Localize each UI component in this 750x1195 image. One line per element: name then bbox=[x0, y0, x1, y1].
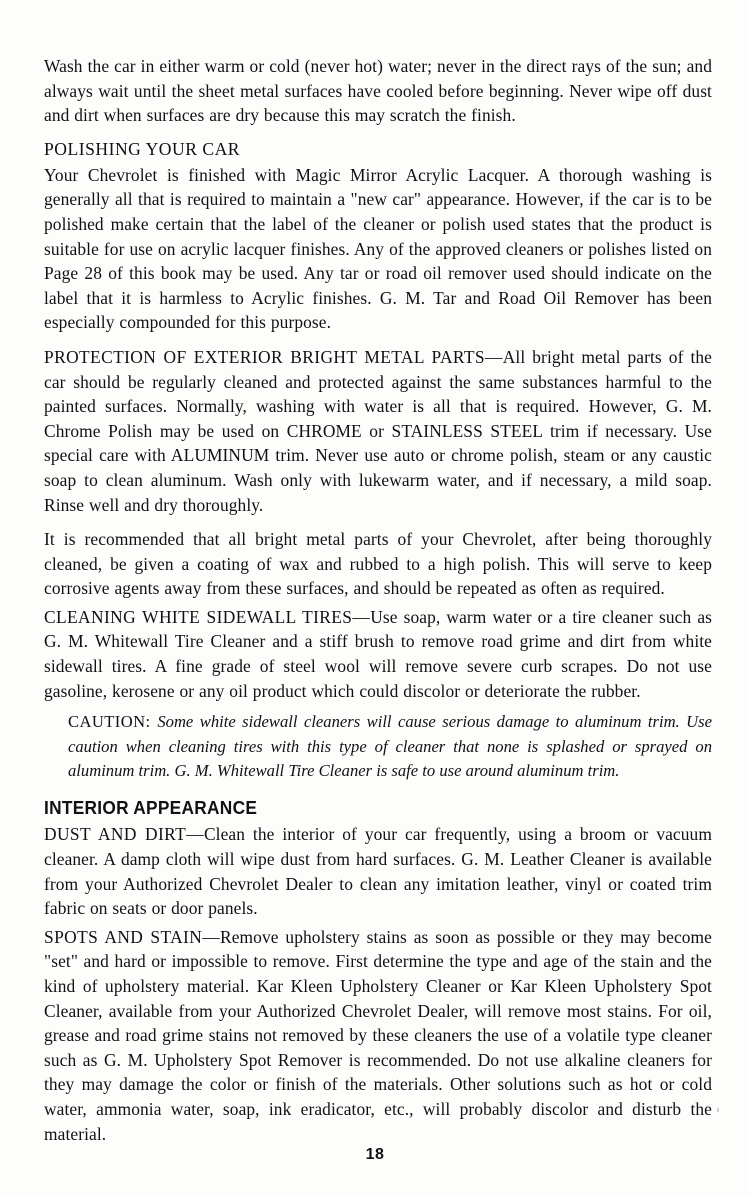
bright-metal-paragraph: It is recommended that all bright metal parts of your Chevrolet, after being thoroughly cleaned, be given a coating of wax and rubbed to a high polish. This will serve to keep corrosive agents away from these surfaces, and should be repeated as often as required. bbox=[44, 529, 712, 599]
protection-paragraph bbox=[44, 345, 712, 517]
caution-label: CAUTION: bbox=[68, 712, 158, 732]
paper-speck bbox=[717, 1108, 719, 1112]
run-in-heading-dust: DUST AND DIRT— bbox=[44, 824, 204, 845]
intro-paragraph: Wash the car in either warm or cold (never hot) water; never in the direct rays of the sun; and always wait until the sheet metal surfaces have cooled before beginning. Never wipe off dust and dirt when surfaces are dry because this may scratch the finish. bbox=[44, 56, 712, 126]
run-in-heading-protection: PROTECTION OF EXTERIOR BRIGHT METAL PARTS— bbox=[44, 346, 503, 367]
caution-text: Some white sidewall cleaners will cause serious damage to aluminum trim. Use caution when cleaning tires with this type of cleaner that none is splashed or sprayed on aluminum trim. G. M. Whitewall Tire Cleaner is safe to use around aluminum trim. bbox=[68, 712, 712, 781]
page-number: 18 bbox=[365, 1146, 385, 1163]
run-in-heading-spots: SPOTS AND STAIN— bbox=[44, 926, 221, 947]
run-in-heading-tires: CLEANING WHITE SIDEWALL TIRES— bbox=[44, 606, 371, 627]
spots-paragraph-text: Remove upholstery stains as soon as possible or they may become "set" and hard or impossible to remove. First determine the type and age of the stain and the kind of upholstery material. Kar Kleen Upholstery Cleaner or Kar Kleen Upholstery Spot Cleaner, available from your Authorized Chevrolet Dealer, will remove most stains. For oil, grease and road grime stains not removed by these cleaners the use of a volatile type cleaner such as G. M. Upholstery Spot Remover is recommended. Do not use alkaline cleaners for they may damage the color or finish of the materials. Other solutions such as hot or cold water, ammonia water, soap, ink eradicator, etc., will probably discolor and disturb the material. bbox=[44, 926, 712, 1144]
polishing-paragraph: Your Chevrolet is finished with Magic Mirror Acrylic Lacquer. A thorough washing is generally all that is required to maintain a "new car" appearance. However, if the car is to be polished make certain that the label of the cleaner or polish used states that the product is suitable for use on acrylic lacquer finishes. Any of the approved cleaners or polishes listed on Page 28 of this book may be used. Any tar or road oil remover used should indicate on the label that it is harmless to Acrylic finishes. G. M. Tar and Road Oil Remover has been especially compounded for this purpose. bbox=[44, 164, 712, 333]
section-heading-interior: INTERIOR APPEARANCE bbox=[44, 797, 258, 819]
tires-paragraph-text: Use soap, warm water or a tire cleaner such as G. M. Whitewall Tire Cleaner and a stiff brush to remove road grime and dirt from white sidewall tires. A fine grade of steel wool will remove severe curb scrapes. Do not use gasoline, kerosene or any oil product which could discolor or deteriorate the rubber. bbox=[44, 606, 712, 701]
protection-paragraph-text: All bright metal parts of the car should be regularly cleaned and protected against the same substances harmful to the painted surfaces. Normally, washing with water is all that is required. However, G. M. Chrome Polish may be used on CHROME or STAINLESS STEEL trim if necessary. Use special care with ALUMINUM trim. Never use auto or chrome polish, steam or any caustic soap to clean aluminum. Wash only with lukewarm water, and if necessary, a mild soap. Rinse well and dry thoroughly. bbox=[44, 346, 712, 515]
spots-paragraph bbox=[44, 925, 712, 1146]
dust-paragraph-text: Clean the interior of your car frequently, using a broom or vacuum cleaner. A damp cloth will wipe dust from hard surfaces. G. M. Leather Cleaner is available from your Authorized Chevrolet Dealer to clean any imitation leather, vinyl or coated trim fabric on seats or door panels. bbox=[44, 824, 712, 919]
section-heading-polishing: POLISHING YOUR CAR bbox=[44, 138, 241, 159]
dust-paragraph bbox=[44, 822, 712, 920]
caution-note bbox=[68, 710, 712, 783]
page-text-column bbox=[44, 54, 712, 1146]
tires-paragraph bbox=[44, 605, 712, 703]
